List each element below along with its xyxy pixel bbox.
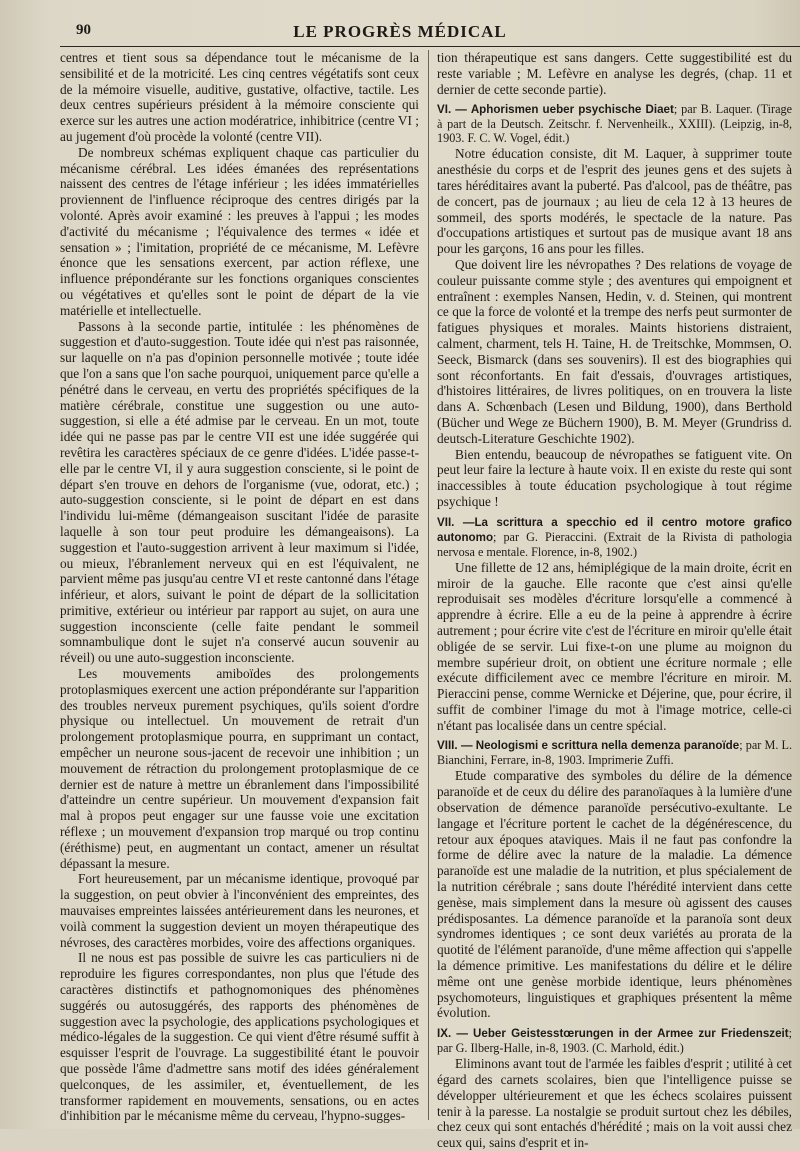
- page-header: [0, 22, 800, 44]
- right-column: [437, 50, 793, 1151]
- entry-heading: [437, 515, 792, 559]
- review-entry-vi: [437, 102, 792, 145]
- page-number: 90: [76, 22, 91, 38]
- entry-paragraph: Que doivent lire les névropathes ? Des relations de voyage de couleur puissante comme style ; des aventures qui empoignent et entraînent : exemples Nansen, Hedin, v. d. Steinen, qui montrent ce que la force de volonté et la trempe des nerfs peut surmonter de fatigues physiques et morales. Maints historiens distraient, calment, charment, tels H. Taine, H. de Treitschke, Mommsen, O. Seeck, Bismarck (dans ses souvenirs). Il est des biographies qui sont réconfortants. En fait d'essais, d'ouvrages artistiques, d'histoires littéraires, de livres politiques, on en trouvera la liste dans A. Schœnbach (Lesen und Bildung, 1900), dans Berthold (Bücher und Wege ze Büchern 1900), B. M. Meyer (Grundriss d. deutsch-Literature Geschichte 1902).: [437, 256, 792, 446]
- entry-paragraph: Une fillette de 12 ans, hémiplégique de la main droite, écrit en miroir de la gauche. Elle raconte que c'est ainsi qu'elle reproduisait ses modèles d'écriture lorsqu'elle a commencé à apprendre à écrire. Elle a eu de la peine à apprendre à écrire autrement ; pour écrire vite c'est de l'écriture en miroir qu'elle était obligée de se servir. Lui fixe-t-on une plume au moignon du membre supérieur droit, on obtient une écriture normale ; elle exécute difficilement avec ce membre l'écriture en miroir. M. Pieraccini pense, comme Wernicke et Déjerine, que, pour écrire, il suffit de combiner l'image du mot à l'image motrice, celle-ci n'étant pas localisée dans un centre spécial.: [437, 559, 792, 733]
- left-paragraph: De nombreux schémas expliquent chaque cas particulier du mécanisme cérébral. Les idées émanées des représentations naissent des centres de l'étage inférieur ; les idées immatérielles proviennent de l'influence réciproque des centres dirigés par la volonté. Après avoir examiné : les preuves à l'appui ; les modes d'activité du mécanisme ; l'équivalence des termes « idée et sensation » ; l'imitation, propriété de ce mécanisme, M. Lefèvre énonce que les sensations exercent, par action réflexe, une influence prépondérante sur les fonctions organiques conscientes ou végétatives et qu'elles sont le point de départ de la vie matérielle et intellectuelle.: [60, 144, 419, 318]
- right-opening-paragraph: tion thérapeutique est sans dangers. Cette suggestibilité est du reste variable ; M. Lefèvre en analyse les degrés, (chap. 11 et dernier de cette seconde partie).: [437, 50, 792, 97]
- entry-heading: [437, 102, 792, 145]
- entry-title: Aphorismen ueber psychische Diaet: [470, 103, 674, 117]
- entry-paragraph: Bien entendu, beaucoup de névropathes se fatiguent vite. On peut leur faire la lecture à haute voix. Il en existe du reste qui sont inaccessibles à toute éducation psychologique à tout régime psychique !: [437, 446, 792, 509]
- left-paragraph: centres et tient sous sa dépendance tout le mécanisme de la sensibilité et de la motricité. Les cinq centres végétatifs sont ceux de la mémoire visuelle, auditive, gustative, olfactive, tactile. Les deux centres supérieurs président à la mémoire consciente qui exerce sur les autres une action modératrice, inhibitrice (centre VI ; au jugement d'où procède la volonté (centre VII).: [60, 50, 419, 144]
- entry-paragraph: Notre éducation consiste, dit M. Laquer, à supprimer toute anesthésie du corps et de l'esprit des jeunes gens et des sujets à tares héréditaires avant la puberté. Pas d'alcool, pas de théâtre, pas de concert, pas de journaux ; au lieu de cela 12 à 13 heures de sommeil, des sports modérés, le spectacle de la nature. Pas d'occupations artistiques et surtout pas de musique avant 18 ans pour les garçons, 16 ans pour les filles.: [437, 146, 792, 257]
- column-divider: [428, 50, 429, 1120]
- entry-title: Neologismi e scrittura nella demenza paranoïde: [475, 739, 740, 753]
- entry-number: VII. —: [437, 515, 475, 529]
- entry-heading: [437, 738, 792, 767]
- left-column: [60, 50, 419, 1122]
- entry-heading: [437, 1026, 792, 1055]
- entry-title: La scrittura a specchio ed il centro motore grafico autonomo: [437, 515, 792, 544]
- entry-details: ; par G. Ilberg-Halle, in-8, 1903. (C. Marhold, édit.): [437, 1026, 793, 1056]
- review-entry-ix: [437, 1026, 792, 1055]
- left-paragraph: Les mouvements amiboïdes des prolongements protoplasmiques exercent une action prépondérante sur l'apparition des troubles nerveux purement psychiques, qu'ils soient d'ordre physique ou intellectuel. Un mouvement de retrait d'un prolongement protoplasmique pourra, en supprimant un contact, empêcher un neurone sous-jacent de recevoir une inhibition ; un mouvement de rétraction du prolongement protoplasmique de ce dernier est de nature à mettre un ébranlement dans l'impossibilité d'atteindre un centre supérieur. Un mouvement d'expansion fait mal à propos peut engager sur une fausse voie une excitation réflexe ; un mouvement d'expansion trop marqué ou trop continu (éréthisme) peut, en augmentant un contact, amener un résultat dépassant la mesure.: [60, 666, 419, 871]
- left-paragraph: Il ne nous est pas possible de suivre les cas particuliers ni de reproduire les figures correspondantes, non plus que l'étude des caractères distinctifs et pathognomoniques des phénomènes suggérés ou autosuggérés, des rapports des phénomènes de suggestion avec la psychologie, des applications psychologiques et médico-légales de la suggestion. Ce qui vient d'être résumé suffit à esquisser l'esprit de l'ouvrage. La suggestibilité étant le pouvoir que possède l'âme d'admettre sans motif des idées généralement quelconques, de les assimiler, et, éventuellement, de les transformer rapidement en mouvements, sensations, ou en actes d'inhibition par le mécanisme même du cerveau, l'hypno-sugges-: [60, 950, 419, 1124]
- header-rule: [60, 46, 800, 47]
- left-paragraph: Passons à la seconde partie, intitulée : les phénomènes de suggestion et d'auto-suggestion. Toute idée qui n'est pas raisonnée, sur laquelle on n'a pas d'opinion personnelle motivée ; toute idée que l'on a sans que l'on sache pourquoi, uniquement parce qu'elle a pénétré dans le cerveau, en vertu des propriétés spécifiques de la matière cérébrale, constitue une suggestion ou une auto-suggestion, si elle a été admise par le cerveau. En un mot, toute idée qui ne passe pas par le centre VII est une idée suggérée qui revêtira les caractères spéciaux de ce genre d'idées. L'idée passe-t-elle par le centre VI, il y aura suggestion consciente, si le point de départ s'en trouve en dehors de l'organisme (vue, odorat, etc.) ; auto-suggestion consciente, si le point de départ en est dans l'individu lui-même (démangeaison suscitant l'idée de parasite laquelle à son tour peut produire les démangeaisons). La suggestion et l'auto-suggestion arrivent à leur maximum si l'idée, ou mieux, l'ébranlement nerveux qui en est l'équivalent, ne parvient même pas jusqu'au centre VI et reste cantonné dans l'étage inférieur, et alors, suivant le point de départ de la sollicitation primitive, extérieur ou intérieur par rapport au sujet, on aura une suggestion inconsciente (celle faite pendant le sommeil somnambulique dont le sujet n'a conservé aucun souvenir au réveil) ou une auto-suggestion inconsciente.: [60, 318, 419, 666]
- entry-details: ; par B. Laquer. (Tirage à part de la Deutsch. Zeitschr. f. Nervenheilk., XXIII). (Leipzig, in-8, 1903. F. C. W. Vogel, édit.): [437, 102, 792, 146]
- review-entry-viii: [437, 738, 792, 767]
- left-paragraph: Fort heureusement, par un mécanisme identique, provoqué par la suggestion, on peut obvier à l'inconvénient des empreintes, des mauvaises empreintes laissées antérieurement dans les neurones, et voilà comment la suggestion devient un moyen thérapeutique des névroses, des caractères morbides, voire des affections organiques.: [60, 871, 419, 950]
- entry-number: VIII. —: [437, 739, 473, 753]
- entry-details: ; par G. Pieraccini. (Extrait de la Rivista di pathologia nervosa e mentale. Florence, in-8, 1902.): [437, 529, 792, 559]
- review-entry-vii: [437, 515, 792, 559]
- entry-details: ; par M. L. Bianchini, Ferrare, in-8, 1903. Imprimerie Zuffi.: [437, 738, 793, 768]
- entry-title: Ueber Geistesstœrungen in der Armee zur Friedenszeit: [473, 1027, 789, 1041]
- entry-paragraph: Etude comparative des symboles du délire de la démence paranoïde et de ceux du délire des paranoïaques à la lumière d'une observation de démence paranoïde persécutivo-exultante. Le langage et l'écriture portent le cachet de la dégénérescence, du retour aux époques ataviques. Mais il ne faut pas confondre la forme de délire avec la nature de la maladie. La démence paranoïde est une maladie de la nutrition, et plus spécialement de la nutrition cérébrale ; sans doute l'hérédité intervient dans cette genèse, mais simplement dans la mesure où agissent des causes prédisposantes. La démence paranoïde et la paranoïa sont deux syndromes identiques ; ce sont deux variétés au prorata de la quotité de l'élément paranoïde, d'une même affection qui s'appelle la démence primitive. Les manifestations du délire et le délire même ont une genèse morbide identique, leurs phénomènes psychomoteurs, linguistiques et graphiques présentent la même évolution.: [437, 768, 792, 1021]
- entry-paragraph: Eliminons avant tout de l'armée les faibles d'esprit ; utilité à cet égard des carnets scolaires, bien que l'intelligence puisse se développer ultérieurement et que les échecs scolaires puissent tenir à la paresse. La nostalgie se produit surtout chez les débiles, chez ceux qui sont entachés d'hérédité ; mais on la voit aussi chez ceux qui, sains d'esprit et in-: [437, 1056, 792, 1151]
- journal-title: LE PROGRÈS MÉDICAL: [293, 22, 507, 41]
- entry-number: IX. —: [437, 1027, 468, 1041]
- entry-number: VI. —: [437, 103, 467, 117]
